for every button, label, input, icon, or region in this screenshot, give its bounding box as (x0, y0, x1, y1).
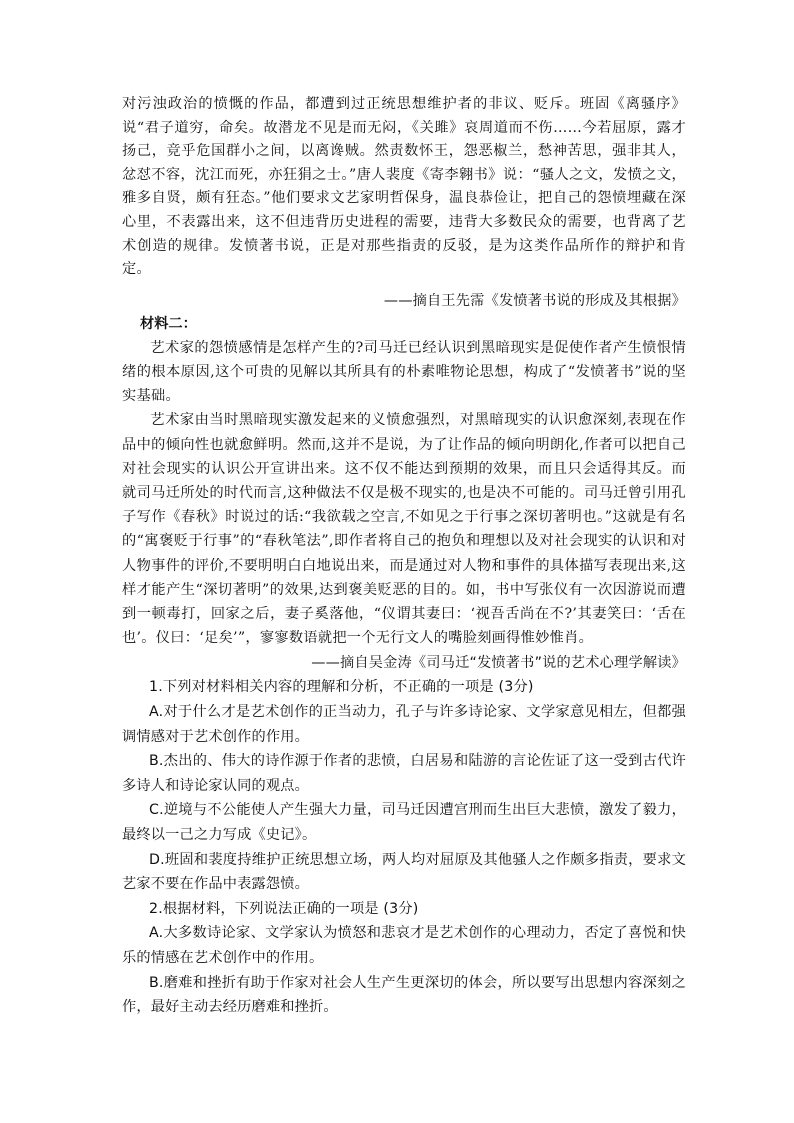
answer-option-a[interactable]: A.对于什么才是艺术创作的正当动力，孔子与许多诗论家、文学家意见相左，但都强调情感对于艺术创作的作用。 (122, 703, 686, 745)
question-2 (122, 897, 686, 1020)
material2-paragraph: 艺术家的怨愤感情是怎样产生的?司马迁已经认识到黑暗现实是促使作者产生愤恨情绪的根本原因,这个可贵的见解以其所具有的朴素唯物论思想，构成了“发愤著书”说的坚实基础。 (122, 339, 686, 405)
material2-paragraph: 艺术家由当时黑暗现实激发起来的义愤愈强烈，对黑暗现实的认识愈深刻,表现在作品中的倾向性也就愈鲜明。然而,这并不是说，为了让作品的倾向明朗化,作者可以把自己对社会现实的认识公开宣讲出来。这不仅不能达到预期的效果，而且只会适得其反。而就司马迁所处的时代而言,这种做法不仅是极不现实的,也是决不可能的。司马迁曾引用孔子写作《春秋》时说过的话:“我欲载之空言,不如见之于行事之深切著明也。”这就是有名的“寓褒贬于行事”的“春秋笔法”,即作者将自己的抱负和理想以及对社会现实的认识和对人物事件的评价,不要明明白白地说出来，而是通过对人物和事件的具体描写表现出来,这样才能产生“深切著明”的效果,达到褒美贬恶的目的。如，书中写张仪有一次因游说而遭到一顿毒打，回家之后，妻子奚落他，“仪谓其妻曰：‘视吾舌尚在不?’其妻笑曰：‘舌在也’。仪曰：‘足矣’”，寥寥数语就把一个无行文人的嘴脸刻画得惟妙惟肖。 (122, 412, 686, 647)
answer-option-d[interactable]: D.班固和裴度持维护正统思想立场，两人均对屈原及其他骚人之作颇多指责，要求文艺家不要在作品中表露怨愤。 (122, 851, 686, 893)
answer-option-a[interactable]: A.大多数诗论家、文学家认为愤怒和悲哀才是艺术创作的心理动力，否定了喜悦和快乐的情感在艺术创作中的作用。 (122, 925, 686, 966)
question-stem: 2.根据材料，下列说法正确的一项是 (3分) (148, 900, 419, 917)
answer-option-b[interactable]: B.磨难和挫折有助于作家对社会人生产生更深切的体会，所以要写出思想内容深刻之作，最好主动去经历磨难和挫折。 (122, 974, 686, 1016)
material2-body (122, 336, 686, 651)
source-citation-2: ——摘自吴金涛《司马迁“发愤著书”说的艺术心理学解读》 (311, 655, 686, 672)
material2-heading: 材料二： (140, 315, 197, 332)
exam-page (122, 93, 686, 1020)
question-1 (122, 675, 686, 896)
material1-paragraph-tail: 对污浊政治的愤慨的作品，都遭到过正统思想维护者的非议、贬斥。班固《离骚序》说“君子道穷，命矣。故潜龙不见是而无闷，《关雎》哀周道而不伤……今若屈原，露才扬己，竞乎危国群小之间，以离谗贼。然责数怀王，怨恶椒兰，愁神苦思，强非其人，忿怼不容，沈江而死，亦狂狷之士。”唐人裴度《寄李翱书》说：“骚人之文，发愤之文，雅多自贤，颇有狂态。”他们要求文艺家明哲保身，温良恭俭让，把自己的怨愤埋藏在深心里，不表露出来，这不但违背历史进程的需要，违背大多数民众的需要，也背离了艺术创造的规律。发愤著书说，正是对那些指责的反驳，是为这类作品所作的辩护和肯定。 (122, 96, 686, 278)
answer-option-c[interactable]: C.逆境与不公能使人产生强大力量，司马迁因遭宫刑而生出巨大悲愤，激发了毅力，最终以一己之力写成《史记》。 (122, 802, 686, 843)
answer-option-b[interactable]: B.杰出的、伟大的诗作源于作者的悲愤，白居易和陆游的言论佐证了这一受到古代许多诗人和诗论家认同的观点。 (122, 753, 686, 794)
question-stem: 1.下列对材料相关内容的理解和分析，不正确的一项是 (3分) (148, 679, 534, 696)
source-citation-1: ——摘自王先霈《发愤著书说的形成及其根据》 (383, 292, 686, 309)
